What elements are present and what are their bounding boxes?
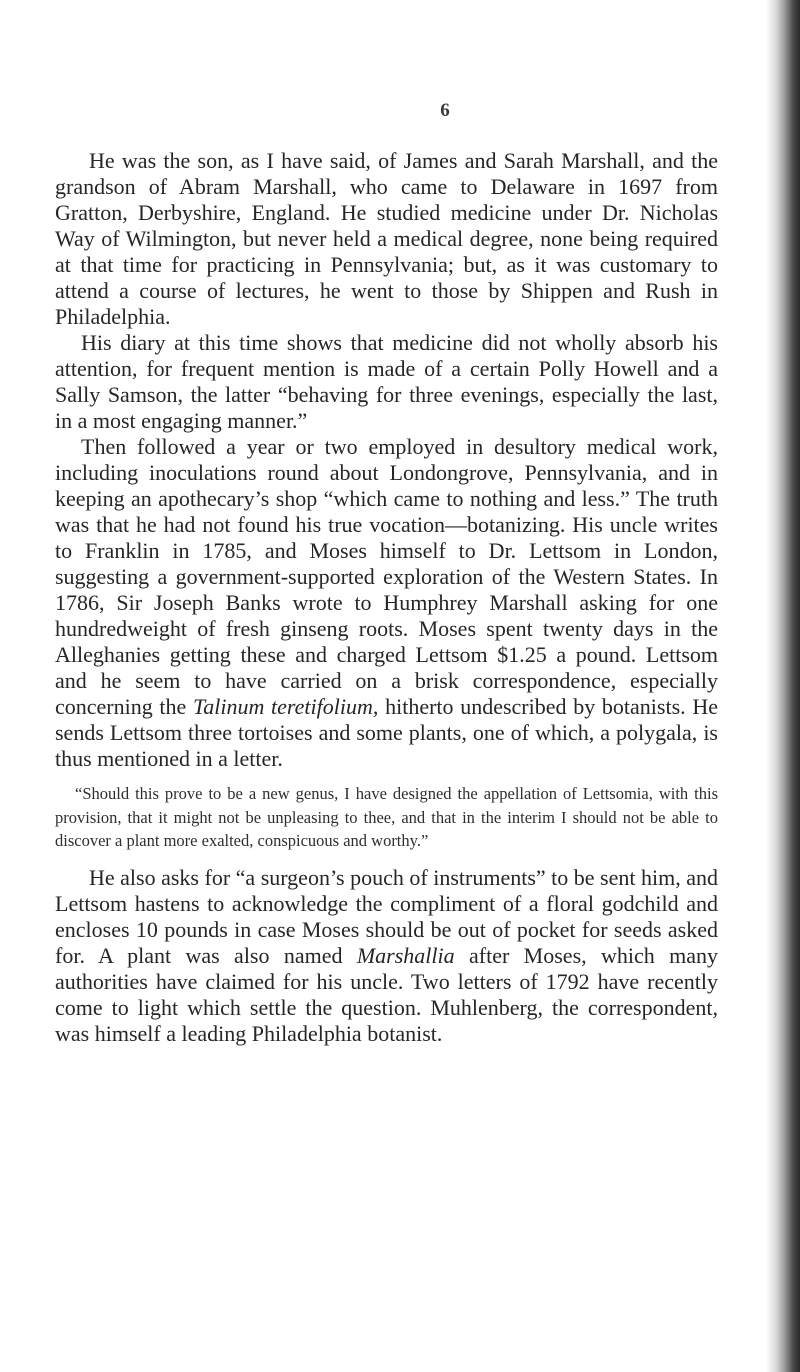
page-binding-edge: [766, 0, 800, 1372]
paragraph-2: His diary at this time shows that medicine did not wholly absorb his attention, for frequent mention is made of a certain Polly Howell and a Sally Samson, the latter “behaving for three evenings, especially the last, in a most engaging manner.”: [55, 330, 718, 433]
page-number: 6: [440, 100, 450, 121]
species-name: Talinum teretifolium,: [193, 694, 379, 719]
paragraph-3-text-a: Then followed a year or two employed in desultory medical work, including inoculations round about Londongrove, Pennsylvania, and in keeping an apothecary’s shop “which came to nothing and less.” The truth was that he had not found his true vocation—botanizing. His uncle writes to Franklin in 1785, and Moses himself to Dr. Lettsom in London, suggesting a government-supported exploration of the Western States. In 1786, Sir Joseph Banks wrote to Humphrey Marshall asking for one hundredweight of fresh ginseng roots. Moses spent twenty days in the Alleghanies getting these and charged Lettsom $1.25 a pound. Lettsom and he seem to have carried on a brisk correspondence, especially concerning the: [55, 434, 718, 719]
paragraph-4: [55, 865, 718, 1047]
paragraph-3-text-b: hitherto undescribed by botanists. He sends Lettsom three tortoises and some plants, one of which, a polygala, is thus mentioned in a letter.: [55, 694, 718, 771]
paragraph-1: He was the son, as I have said, of James and Sarah Marshall, and the grandson of Abram Marshall, who came to Delaware in 1697 from Gratton, Derbyshire, England. He studied medicine under Dr. Nicholas Way of Wilmington, but never held a medical degree, none being required at that time for practicing in Pennsylvania; but, as it was customary to attend a course of lectures, he went to those by Shippen and Rush in Philadelphia.: [55, 148, 718, 329]
genus-name: Marshallia: [356, 942, 455, 968]
block-quote: “Should this prove to be a new genus, I have designed the appellation of Lettsomia, with this provision, that it might not be unpleasing to thee, and that in the interim I should not be able to discover a plant more exalted, conspicuous and worthy.”: [55, 784, 718, 850]
paragraph-3: [55, 434, 718, 772]
body-text: [55, 148, 718, 1047]
paragraph-4-text-a: He also asks for “a surgeon’s pouch of instruments” to be sent him, and Lettsom hastens to acknowledge the compliment of a floral godchild and encloses 10 pounds in case Moses should be out of pocket for seeds asked for. A plant was also named: [55, 864, 718, 968]
paragraph-4-text-b: after Moses, which many authorities have claimed for his uncle. Two letters of 1792 have recently come to light which settle the question. Muhlenberg, the correspondent, was himself a leading Philadelphia botanist.: [55, 942, 718, 1046]
